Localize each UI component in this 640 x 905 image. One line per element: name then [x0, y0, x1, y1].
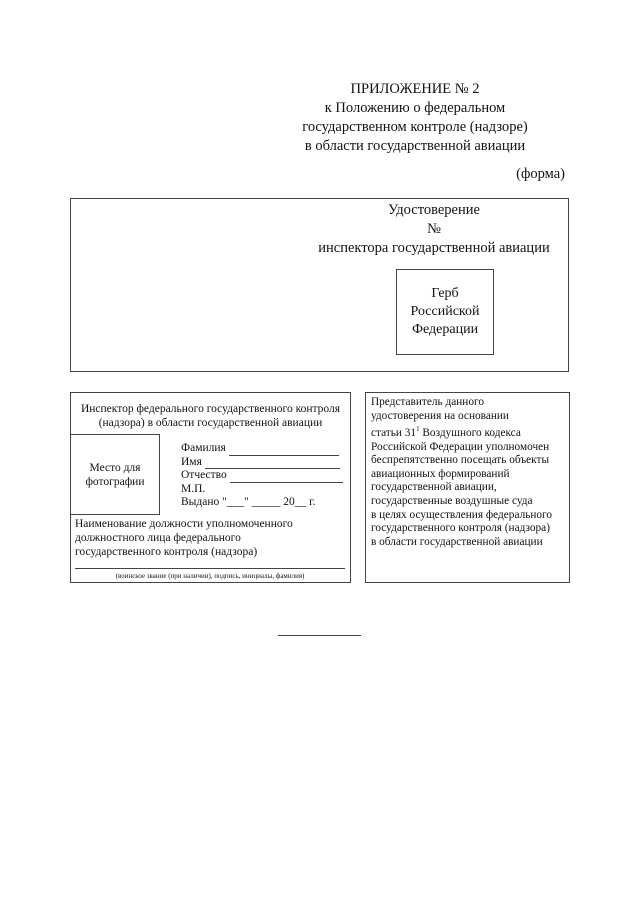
stamp-label: М.П.	[181, 482, 206, 495]
rights-line-2: удостоверения на основании	[371, 409, 509, 422]
official-position	[75, 517, 293, 559]
rights-line-10: государственного контроля (надзора)	[371, 522, 550, 535]
inspector-heading-line-2: (надзора) в области государственной авиации	[98, 417, 323, 429]
issued-row	[181, 496, 343, 510]
inspector-heading	[72, 402, 349, 430]
signature-caption: (воинское звание (при наличии), подпись, инициалы, фамилия)	[115, 572, 305, 580]
rights-line-3-end: Воздушного кодекса	[419, 426, 521, 439]
surname-row	[181, 442, 343, 456]
surname-field[interactable]	[229, 445, 339, 456]
appendix-line-2: к Положению о федеральном	[324, 100, 506, 116]
emblem-line-1: Герб	[431, 286, 459, 301]
rights-line-3	[371, 423, 567, 440]
photo-label-line-2: фотографии	[85, 475, 145, 488]
photo-placeholder	[70, 434, 160, 515]
emblem-line-2: Российской	[410, 304, 480, 319]
patronymic-row	[181, 469, 343, 483]
emblem-line-3: Федерации	[411, 322, 479, 337]
form-label: (форма)	[516, 166, 565, 182]
rights-line-5: беспрепятственно посещать объекты	[371, 454, 550, 467]
article-superscript: 1	[416, 425, 420, 434]
rights-line-11: в области государственной авиации	[371, 535, 543, 548]
personal-data-fields	[181, 442, 343, 510]
rights-line-8: государственные воздушные суда	[371, 494, 533, 507]
rights-line-1: Представитель данного	[371, 396, 484, 408]
appendix-line-3: государственном контроле (надзоре)	[302, 119, 528, 135]
position-line-1: Наименование должности уполномоченного	[75, 518, 293, 530]
certificate-title: Удостоверение	[388, 202, 480, 218]
rights-line-7: государственной авиации,	[371, 481, 497, 494]
inspector-heading-line-1: Инспектор федерального государственного контроля	[80, 403, 341, 415]
name-label: Имя	[181, 455, 202, 468]
rights-line-6: авиационных формирований	[371, 467, 510, 480]
patronymic-label: Отчество	[181, 469, 227, 481]
patronymic-field[interactable]	[230, 472, 343, 483]
photo-label-line-1: Место для	[89, 461, 141, 474]
rights-line-4: Российской Федерации уполномочен	[371, 440, 550, 453]
rights-line-9: в целях осуществления федерального	[371, 508, 553, 521]
certificate-subtitle: инспектора государственной авиации	[318, 240, 550, 256]
holder-rights-text	[371, 396, 567, 549]
name-row	[181, 456, 343, 470]
appendix-line-4: в области государственной авиации	[304, 138, 526, 154]
surname-label: Фамилия	[181, 442, 226, 454]
name-field[interactable]	[205, 458, 340, 469]
position-line-3: государственного контроля (надзора)	[75, 546, 258, 558]
position-line-2: должностного лица федерального	[75, 532, 241, 544]
issued-label: Выдано "___" _____ 20__ г.	[181, 496, 316, 508]
coat-of-arms-placeholder	[396, 269, 494, 355]
appendix-header	[265, 80, 565, 156]
appendix-title: ПРИЛОЖЕНИЕ № 2	[350, 81, 480, 97]
signature-line[interactable]	[75, 568, 345, 569]
stamp-row	[181, 483, 343, 497]
end-of-document-rule	[278, 635, 361, 636]
certificate-title-block	[300, 201, 568, 258]
certificate-number-label: №	[427, 221, 441, 237]
rights-line-3-start: статьи 31	[371, 426, 417, 439]
